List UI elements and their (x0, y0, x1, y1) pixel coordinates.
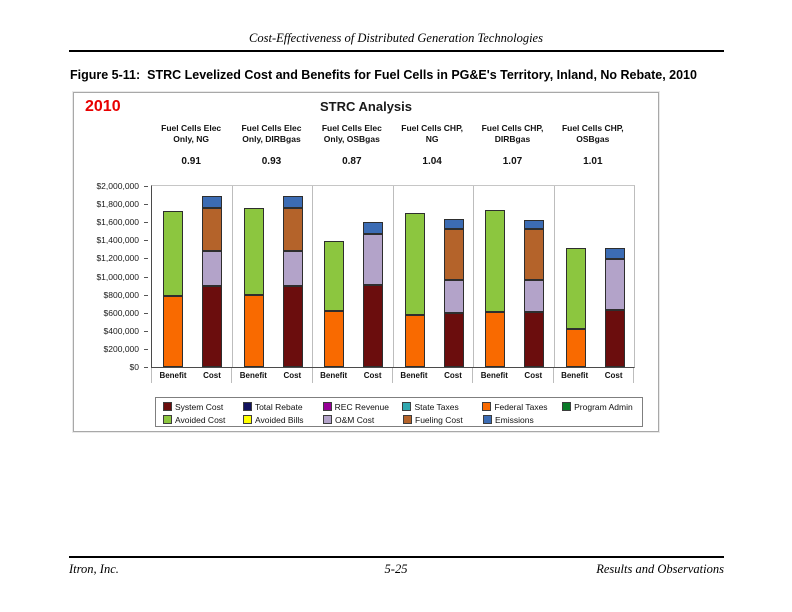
x-label-cell (554, 368, 634, 383)
x-label-cost: Cost (604, 371, 623, 380)
y-tick-mark (144, 313, 148, 314)
group-header (151, 123, 231, 167)
legend-item (562, 402, 642, 412)
bar-segment-federal_taxes (244, 295, 264, 367)
benefit-bar (566, 186, 586, 367)
bar-segment-federal_taxes (566, 329, 586, 367)
group-header (231, 123, 311, 167)
group-label-line: Fuel Cells CHP, (561, 123, 624, 133)
y-tick-label: $1,800,000 (96, 199, 139, 210)
bar-segment-fueling_cost (283, 208, 303, 251)
group-ratio: 1.04 (422, 156, 442, 168)
x-axis-labels (151, 368, 634, 383)
y-tick-mark (144, 258, 148, 259)
bar-segment-federal_taxes (485, 312, 505, 367)
x-label-cell (473, 368, 553, 383)
benefit-bar (163, 186, 183, 367)
bar-segment-avoided_cost (566, 248, 586, 329)
group-label-line: Fuel Cells Elec (241, 123, 302, 133)
bar-segment-avoided_cost (324, 241, 344, 311)
y-tick-label: $800,000 (103, 289, 139, 300)
y-tick-mark (144, 349, 148, 350)
benefit-bar (244, 186, 264, 367)
y-tick-label: $1,600,000 (96, 217, 139, 228)
group-header (312, 123, 392, 167)
bar-segment-emissions (524, 220, 544, 230)
group-label-line: Fuel Cells Elec (321, 123, 382, 133)
footer-page-number: 5-25 (384, 562, 408, 576)
y-tick-label: $2,000,000 (96, 181, 139, 191)
bar-segment-om_cost (605, 259, 625, 310)
bar-segment-federal_taxes (405, 315, 425, 367)
legend-item (163, 415, 243, 425)
bar-segment-emissions (605, 248, 625, 259)
x-label-cell (313, 368, 393, 383)
bar-segment-emissions (283, 196, 303, 208)
bar-segment-om_cost (202, 251, 222, 286)
legend-row (163, 400, 642, 413)
group-label-line: Only, OSBgas (323, 134, 380, 145)
group-ratio: 0.91 (181, 156, 201, 168)
bar-segment-system_cost (363, 285, 383, 367)
y-tick-mark (144, 204, 148, 205)
footer-section: Results and Observations (596, 562, 724, 576)
y-tick-label: $1,200,000 (96, 253, 139, 264)
benefit-bar (485, 186, 505, 367)
page-header-title: Cost-Effectiveness of Distributed Generation Technologies (249, 31, 543, 45)
x-label-benefit: Benefit (400, 371, 428, 380)
bar-segment-system_cost (524, 312, 544, 367)
benefit-bar (405, 186, 425, 367)
y-tick-mark (144, 277, 148, 278)
group-ratio: 0.93 (261, 156, 282, 168)
y-tick-label: $200,000 (103, 343, 139, 354)
cost-bar (605, 186, 625, 367)
legend-swatch (163, 415, 172, 424)
legend-label: System Cost (175, 401, 224, 412)
group-label-line: OSBgas (576, 134, 610, 145)
bar-segment-emissions (363, 222, 383, 234)
group-header (392, 123, 472, 167)
legend-label: Emissions (495, 414, 534, 425)
bar-segment-avoided_cost (163, 211, 183, 296)
group-label (231, 123, 311, 145)
x-label-cost: Cost (363, 371, 382, 380)
bar-segment-emissions (444, 219, 464, 230)
cost-bar (202, 186, 222, 367)
bar-segment-om_cost (444, 280, 464, 313)
bar-segment-system_cost (444, 313, 464, 367)
cost-bar (363, 186, 383, 367)
y-tick-mark (144, 295, 148, 296)
legend-item (483, 415, 563, 425)
bar-segment-fueling_cost (444, 229, 464, 280)
x-label-cell (152, 368, 232, 383)
legend-swatch (483, 415, 492, 424)
group-ratio: 1.07 (502, 156, 523, 168)
legend-label: REC Revenue (334, 401, 389, 412)
legend-item (163, 402, 243, 412)
figure-box (73, 92, 659, 432)
legend-item (323, 402, 403, 412)
bar-segment-federal_taxes (324, 311, 344, 367)
chart-group-panel (394, 186, 475, 367)
legend-swatch (243, 415, 252, 424)
x-label-benefit: Benefit (320, 371, 348, 380)
year-label: 2010 (85, 98, 121, 115)
legend-label: Avoided Bills (255, 414, 304, 425)
x-label-cost: Cost (283, 371, 302, 380)
legend-swatch (323, 402, 332, 411)
chart-group-panel (233, 186, 314, 367)
legend-item (482, 402, 562, 412)
group-label-line: Only, NG (173, 134, 210, 145)
y-tick-label: $1,000,000 (96, 271, 139, 282)
group-ratio: 1.01 (583, 156, 603, 168)
legend-swatch (482, 402, 491, 411)
chart-group-panel (313, 186, 394, 367)
footer-company: Itron, Inc. (69, 562, 119, 576)
plot-area (96, 181, 635, 372)
cost-bar (524, 186, 544, 367)
legend-item (243, 415, 323, 425)
group-label (472, 123, 552, 145)
legend-swatch (402, 402, 411, 411)
y-tick-label: $400,000 (103, 325, 139, 336)
y-tick-mark (144, 240, 148, 241)
bar-segment-system_cost (202, 286, 222, 367)
group-header (553, 123, 633, 167)
group-header (472, 123, 552, 167)
group-label (312, 123, 392, 145)
x-label-benefit: Benefit (159, 371, 187, 380)
group-label (553, 123, 633, 145)
bar-segment-avoided_cost (405, 213, 425, 314)
y-tick-mark (144, 222, 148, 223)
legend-label: Avoided Cost (175, 414, 226, 425)
x-label-benefit: Benefit (239, 371, 267, 380)
group-label-line: NG (425, 134, 439, 145)
y-tick-label: $1,400,000 (96, 235, 139, 246)
group-label-line: Fuel Cells CHP, (401, 123, 464, 133)
y-tick-mark (144, 186, 148, 187)
y-tick-label: $0 (129, 362, 139, 372)
bar-segment-om_cost (283, 251, 303, 286)
x-label-cost: Cost (444, 371, 462, 380)
legend-row (163, 413, 642, 426)
legend-label: Federal Taxes (494, 401, 548, 412)
chart-group-panel (555, 186, 635, 367)
benefit-bar (324, 186, 344, 367)
legend-item (243, 402, 323, 412)
group-label (151, 123, 231, 145)
bar-segment-system_cost (283, 286, 303, 367)
bar-segment-fueling_cost (202, 208, 222, 251)
x-label-cost: Cost (203, 371, 221, 380)
figure-caption: Figure 5-11: STRC Levelized Cost and Benefits for Fuel Cells in PG&E's Territory, Inland, No Rebate, 2010 (70, 68, 697, 82)
chart-title: STRC Analysis (320, 99, 412, 114)
x-label-benefit: Benefit (561, 371, 589, 380)
chart-group-panel (474, 186, 555, 367)
legend-swatch (323, 415, 332, 424)
legend-swatch (403, 415, 412, 424)
group-ratio: 0.87 (342, 156, 362, 168)
bar-segment-avoided_cost (485, 210, 505, 312)
legend-item (323, 415, 403, 425)
chart-legend (155, 397, 643, 427)
group-label-line: Fuel Cells CHP, (481, 123, 544, 133)
header-rule (69, 50, 724, 52)
y-tick-mark (144, 367, 148, 368)
y-axis (72, 181, 148, 372)
legend-swatch (243, 402, 252, 411)
cost-bar (283, 186, 303, 367)
x-label-cell (393, 368, 473, 383)
y-tick-mark (144, 331, 148, 332)
y-tick-label: $600,000 (103, 307, 139, 318)
bar-segment-fueling_cost (524, 229, 544, 280)
group-label-line: Only, DIRBgas (242, 134, 301, 145)
legend-label: Total Rebate (254, 401, 303, 412)
group-label (392, 123, 472, 145)
footer-rule (69, 556, 724, 558)
legend-item (402, 402, 482, 412)
group-label-line: DIRBgas (494, 134, 531, 145)
bar-segment-avoided_cost (244, 208, 264, 295)
legend-swatch (562, 402, 571, 411)
groups-header (151, 123, 633, 167)
chart-group-panel (152, 186, 233, 367)
bar-segment-om_cost (363, 234, 383, 285)
bar-segment-om_cost (524, 280, 544, 312)
legend-swatch (163, 402, 172, 411)
x-label-cost: Cost (524, 371, 543, 380)
legend-item (403, 415, 483, 425)
legend-label: State Taxes (414, 401, 459, 412)
x-label-benefit: Benefit (480, 371, 508, 380)
legend-label: O&M Cost (335, 414, 375, 425)
group-label-line: Fuel Cells Elec (161, 123, 222, 133)
bar-segment-emissions (202, 196, 222, 208)
legend-label: Fueling Cost (415, 414, 463, 425)
cost-bar (444, 186, 464, 367)
bar-segment-system_cost (605, 310, 625, 367)
bar-segment-federal_taxes (163, 296, 183, 367)
legend-label: Program Admin (574, 401, 633, 412)
x-label-cell (232, 368, 312, 383)
